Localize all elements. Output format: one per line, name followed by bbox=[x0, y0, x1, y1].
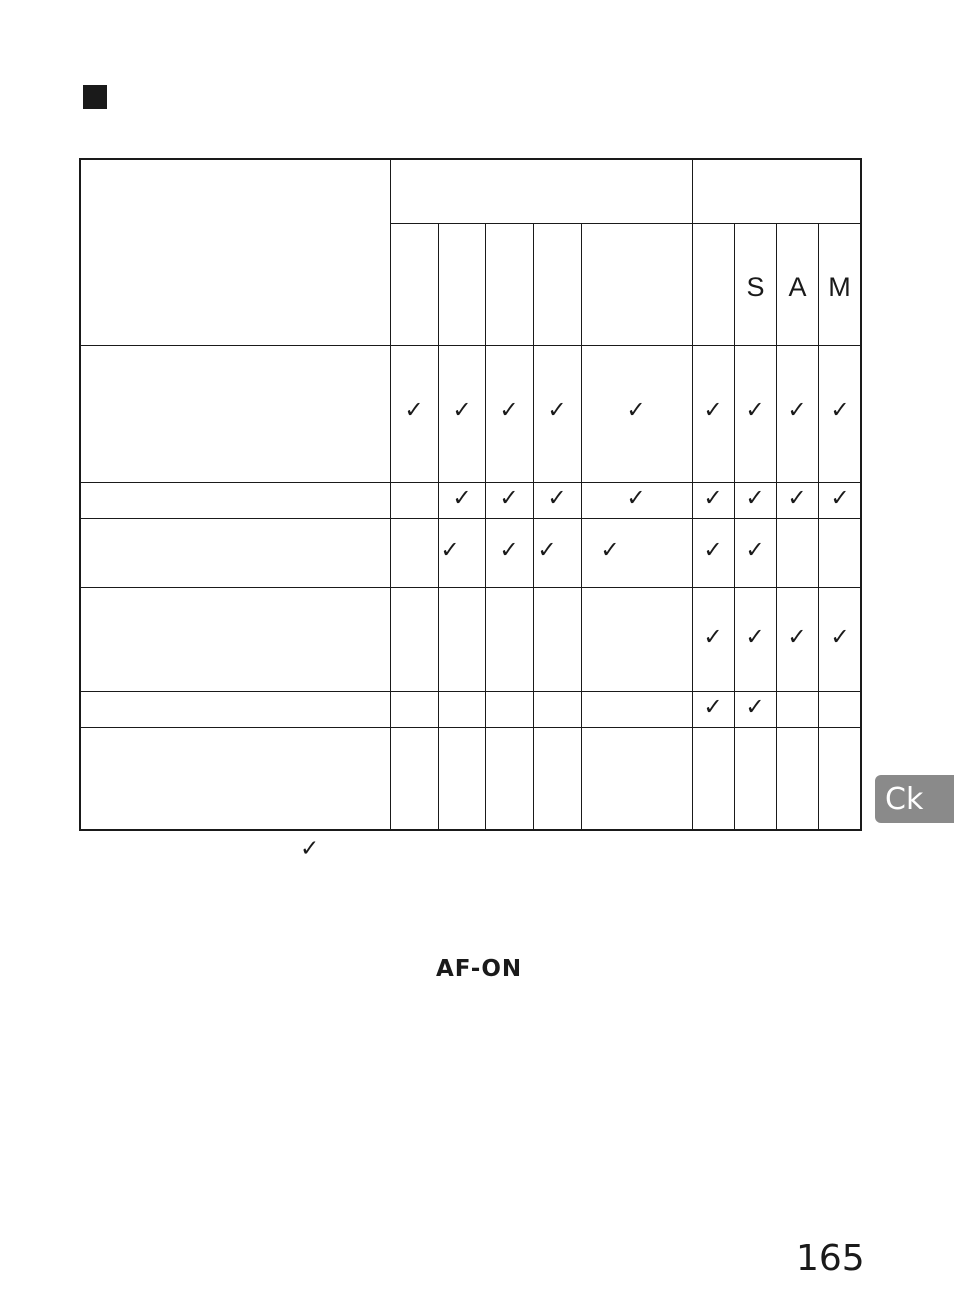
check-mark-icon: ✓ bbox=[787, 624, 807, 651]
check-mark-icon: ✓ bbox=[600, 537, 620, 564]
table-rule bbox=[581, 224, 582, 831]
mode-label-s: S bbox=[746, 272, 765, 302]
check-mark-icon: ✓ bbox=[440, 537, 460, 564]
table-rule bbox=[533, 224, 534, 831]
check-mark-icon: ✓ bbox=[745, 485, 765, 512]
check-mark-icon: ✓ bbox=[703, 485, 723, 512]
check-mark-icon: ✓ bbox=[703, 537, 723, 564]
check-mark-icon: ✓ bbox=[499, 485, 519, 512]
check-mark-icon: ✓ bbox=[830, 624, 850, 651]
table-rule bbox=[80, 829, 862, 831]
table-rule bbox=[776, 224, 777, 831]
table-rule bbox=[79, 158, 81, 831]
table-rule bbox=[485, 224, 486, 831]
section-tab[interactable] bbox=[875, 775, 954, 823]
table-rule bbox=[80, 482, 862, 483]
table-rule bbox=[692, 158, 693, 831]
table-rule bbox=[80, 727, 862, 728]
table-rule bbox=[860, 158, 862, 831]
check-mark-icon: ✓ bbox=[499, 537, 519, 564]
check-mark-icon: ✓ bbox=[830, 485, 850, 512]
check-mark-icon: ✓ bbox=[452, 485, 472, 512]
table-rule bbox=[734, 224, 735, 831]
check-mark-icon: ✓ bbox=[787, 485, 807, 512]
table-rule bbox=[390, 158, 391, 831]
table-rule bbox=[80, 691, 862, 692]
table-rule bbox=[80, 518, 862, 519]
table-rule bbox=[818, 224, 819, 831]
check-mark-icon: ✓ bbox=[626, 485, 646, 512]
check-mark-icon: ✓ bbox=[787, 397, 807, 424]
table-rule bbox=[438, 224, 439, 831]
check-mark-icon: ✓ bbox=[547, 485, 567, 512]
check-mark-icon: ✓ bbox=[547, 397, 567, 424]
legend-check-icon: ✓ bbox=[300, 836, 320, 862]
check-mark-icon: ✓ bbox=[537, 537, 557, 564]
table-rule bbox=[80, 345, 862, 346]
table-rule bbox=[80, 158, 862, 160]
mode-label-m: M bbox=[828, 272, 851, 302]
check-mark-icon: ✓ bbox=[830, 397, 850, 424]
check-mark-icon: ✓ bbox=[745, 537, 765, 564]
af-on-button-label: AF-ON bbox=[436, 956, 523, 982]
section-tab-label: Ck bbox=[885, 782, 924, 817]
table-rule bbox=[390, 223, 862, 224]
check-mark-icon: ✓ bbox=[499, 397, 519, 424]
check-mark-icon: ✓ bbox=[452, 397, 472, 424]
check-mark-icon: ✓ bbox=[745, 694, 765, 721]
mode-label-a: A bbox=[788, 272, 807, 302]
check-mark-icon: ✓ bbox=[404, 397, 424, 424]
page-number: 165 bbox=[796, 1238, 865, 1279]
check-mark-icon: ✓ bbox=[703, 624, 723, 651]
check-mark-icon: ✓ bbox=[703, 397, 723, 424]
table-rule bbox=[80, 587, 862, 588]
check-mark-icon: ✓ bbox=[703, 694, 723, 721]
check-mark-icon: ✓ bbox=[626, 397, 646, 424]
check-mark-icon: ✓ bbox=[745, 397, 765, 424]
check-mark-icon: ✓ bbox=[745, 624, 765, 651]
